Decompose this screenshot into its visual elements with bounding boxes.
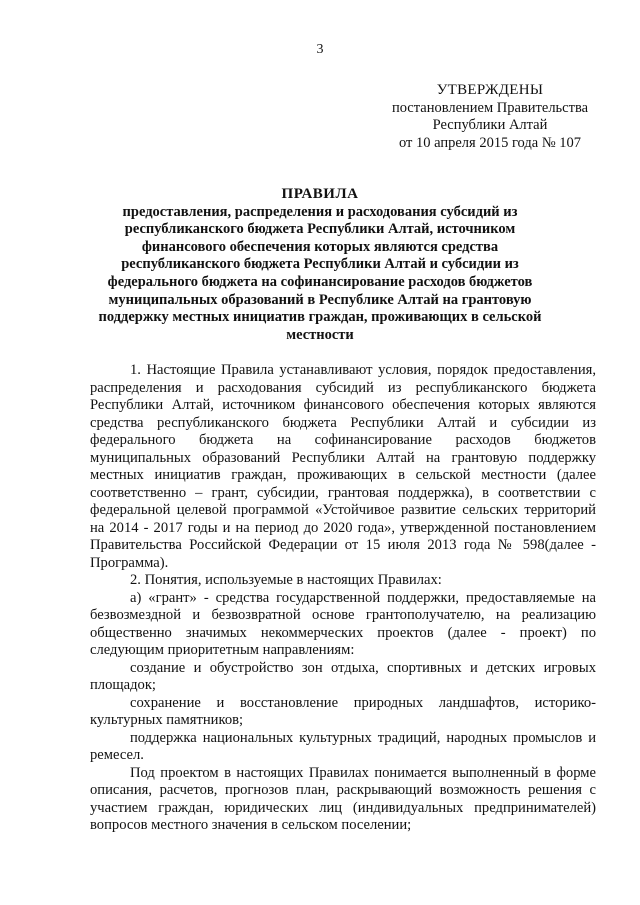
- document-title: [90, 186, 550, 344]
- paragraph-project-definition: Под проектом в настоящих Правилах понимается выполненный в форме описания, расчетов, прогнозов план, раскрывающий возможность решения с участием граждан, юридических лиц (индивидуальных предпринимателей) вопросов местного значения в сельском поселении;: [90, 764, 596, 833]
- paragraph-direction-2: сохранение и восстановление природных ландшафтов, историко-культурных памятников;: [90, 694, 596, 728]
- paragraph-2: 2. Понятия, используемые в настоящих Правилах:: [130, 572, 442, 588]
- title-subtitle: предоставления, распределения и расходования субсидий из республиканского бюджета Республики Алтай, источником финансового обеспечения которых являются средства республиканского бюджета Республики Алтай и субсидии из федерального бюджета на софинансирование расходов бюджетов муниципальных образований в Республике Алтай на грантовую поддержку местных инициатив граждан, проживающих в сельской местности: [98, 203, 542, 343]
- paragraph-direction-1: создание и обустройство зон отдыха, спортивных и детских игровых площадок;: [90, 659, 596, 693]
- document-body: [90, 362, 596, 835]
- paragraph-2a: а) «грант» - средства государственной поддержки, предоставляемые на безвозмездной и безвозвратной основе грантополучателю, на реализацию общественно значимых некоммерческих проектов (далее - проект) по следующим приоритетным направлениям:: [90, 589, 596, 658]
- paragraph-1: 1. Настоящие Правила устанавливают условия, порядок предоставления, распределения и расходования субсидий из республиканского бюджета Республики Алтай, источником финансового обеспечения которых являются средства республиканского бюджета Республики Алтай и субсидии из федерального бюджета на софинансирование расходов бюджетов муниципальных образований Республики Алтай на грантовую поддержку местных инициатив граждан, проживающих в сельской местности (далее соответственно – грант, субсидии, грантовая поддержка), в соответствии с федеральной целевой программой «Устойчивое развитие сельских территорий на 2014 - 2017 годы и на период до 2020 года», утвержденной постановлением Правительства Российской Федерации от 15 июля 2013 года № 598(далее - Программа).: [90, 362, 596, 571]
- approval-line-3: от 10 апреля 2015 года № 107: [398, 134, 582, 151]
- approval-line-2: Республики Алтай: [432, 117, 548, 133]
- approval-heading: УТВЕРЖДЕНЫ: [436, 82, 544, 98]
- page-number: 3: [316, 42, 324, 57]
- title-main: ПРАВИЛА: [281, 186, 359, 202]
- approval-stamp: [370, 82, 610, 152]
- paragraph-direction-3: поддержка национальных культурных традиций, народных промыслов и ремесел.: [90, 729, 596, 763]
- approval-line-1: постановлением Правительства: [391, 99, 589, 116]
